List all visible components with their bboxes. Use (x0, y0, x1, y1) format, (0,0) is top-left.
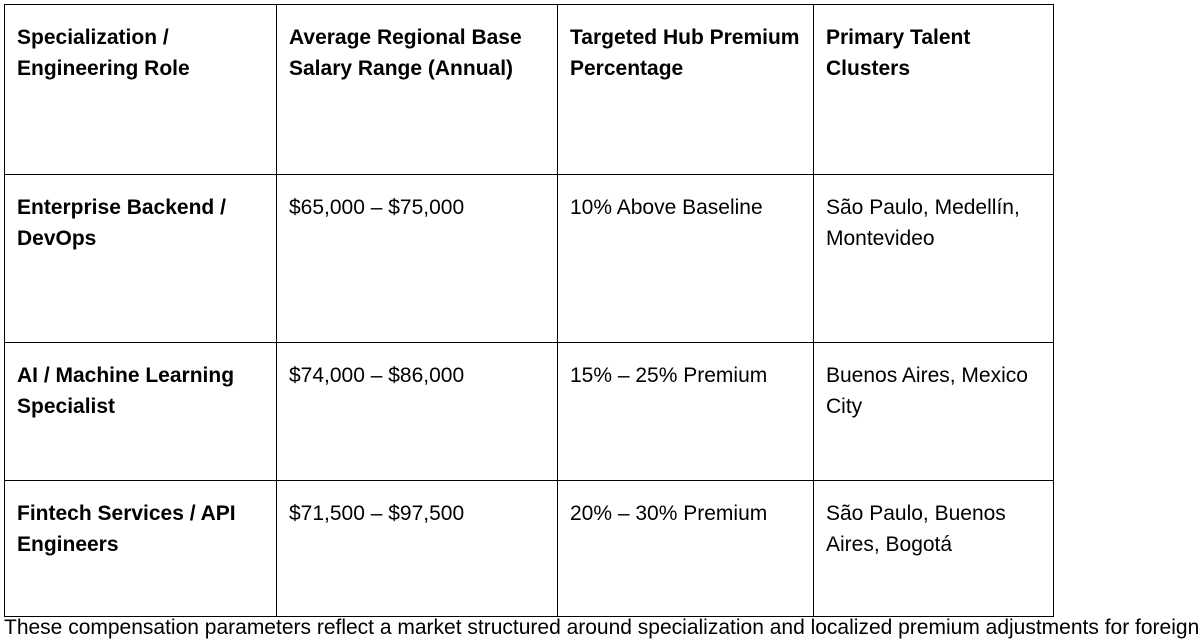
role-cell: AI / Machine Learning Specialist (5, 343, 277, 481)
role-cell: Enterprise Backend / DevOps (5, 175, 277, 343)
premium-cell: 10% Above Baseline (558, 175, 814, 343)
salary-table (4, 4, 1054, 617)
premium-cell: 15% – 25% Premium (558, 343, 814, 481)
header-salary: Average Regional Base Salary Range (Annual) (277, 5, 558, 175)
salary-cell: $65,000 – $75,000 (277, 175, 558, 343)
premium-cell: 20% – 30% Premium (558, 481, 814, 617)
salary-cell: $71,500 – $97,500 (277, 481, 558, 617)
header-clusters: Primary Talent Clusters (814, 5, 1054, 175)
clusters-cell: São Paulo, Medellín, Montevideo (814, 175, 1054, 343)
clusters-cell: São Paulo, Buenos Aires, Bogotá (814, 481, 1054, 617)
header-role: Specialization / Engineering Role (5, 5, 277, 175)
header-premium: Targeted Hub Premium Percentage (558, 5, 814, 175)
role-cell: Fintech Services / API Engineers (5, 481, 277, 617)
table-row (5, 343, 1054, 481)
table-row (5, 175, 1054, 343)
table-header-row (5, 5, 1054, 175)
clusters-cell: Buenos Aires, Mexico City (814, 343, 1054, 481)
footer-paragraph: These compensation parameters reflect a market structured around specialization and localized premium adjustments for foreign (4, 616, 1200, 639)
table-row (5, 481, 1054, 617)
salary-cell: $74,000 – $86,000 (277, 343, 558, 481)
